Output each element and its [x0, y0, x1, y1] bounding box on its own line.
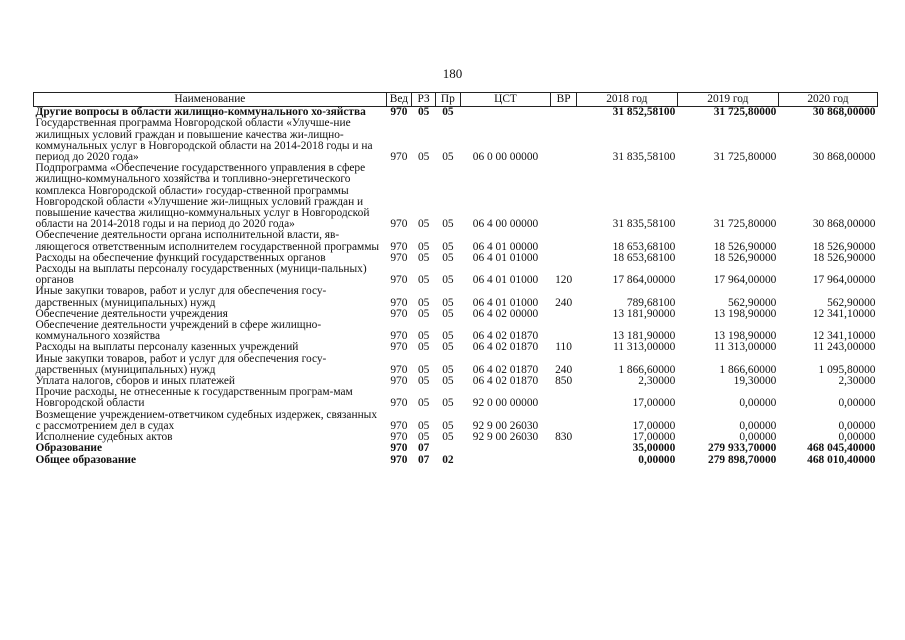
- cell-2020: 11 243,00000: [813, 341, 876, 354]
- cell-rz: 05: [417, 151, 430, 164]
- cell-2020: 1 095,80000: [818, 363, 876, 376]
- cell-vr: [551, 410, 576, 432]
- cell-ved: 970: [390, 218, 408, 231]
- cell-pr: 05: [442, 363, 454, 376]
- header-2019: 2019 год: [677, 93, 778, 107]
- cell-2020: 18 526,90000: [812, 240, 876, 253]
- cell-rz: 05: [417, 375, 430, 388]
- cell-name: Образование: [35, 442, 103, 455]
- cell-vr: 830: [555, 431, 573, 444]
- cell-name: Обеспечение деятельности учреждения: [35, 307, 228, 320]
- cell-ved: 970: [390, 296, 408, 309]
- cell-2018: 35,00000: [632, 442, 676, 455]
- cell-vr: [551, 387, 576, 409]
- cell-2019: 19,30000: [733, 375, 777, 388]
- cell-vr: 120: [555, 274, 573, 287]
- cell-2018: 0,00000: [638, 453, 676, 466]
- table-row: [34, 387, 878, 409]
- cell-rz: 05: [417, 106, 430, 119]
- cell-ved: 970: [390, 106, 408, 119]
- cell-name: Другие вопросы в области жилищно-коммунального хо-зяйства: [35, 106, 366, 119]
- cell-pr: 02: [442, 453, 454, 466]
- table-row: [34, 354, 878, 376]
- cell-name: Обеспечение деятельности учреждений в сфере жилищно-коммунального хозяйства: [35, 319, 322, 343]
- cell-2019: 0,00000: [739, 397, 777, 410]
- cell-2018: 11 313,00000: [613, 341, 676, 354]
- cell-rz: 05: [417, 218, 430, 231]
- cell-ved: 970: [390, 151, 408, 164]
- cell-rz: 05: [417, 397, 430, 410]
- cell-rz: 05: [417, 363, 430, 376]
- cell-2020: 30 868,00000: [812, 106, 876, 119]
- cell-2018: 31 835,58100: [612, 218, 676, 231]
- cell-2019: 11 313,00000: [714, 341, 777, 354]
- cell-2019: 31 725,80000: [713, 151, 777, 164]
- cell-2019: 279 898,70000: [708, 453, 777, 466]
- table-row: [34, 264, 878, 286]
- cell-ved: 970: [390, 442, 408, 455]
- cell-2019: 13 198,90000: [713, 330, 777, 343]
- cell-ved: 970: [390, 419, 408, 432]
- cell-cst: 06 4 02 01870: [472, 375, 539, 388]
- cell-rz: 05: [417, 330, 430, 343]
- cell-2018: 789,68100: [626, 296, 676, 309]
- cell-cst: 06 4 01 01000: [472, 296, 539, 309]
- cell-2018: 17,00000: [632, 419, 676, 432]
- header-name: Наименование: [34, 93, 387, 107]
- cell-name: Расходы на обеспечение функций государственных органов: [35, 251, 326, 264]
- cell-name: Обеспечение деятельности органа исполнительной власти, яв-ляющегося ответственным исполнителем государственной программы: [35, 229, 380, 253]
- cell-2020: 12 341,10000: [812, 330, 876, 343]
- cell-2019: 0,00000: [739, 431, 777, 444]
- cell-vr: 850: [555, 375, 573, 388]
- cell-cst: 06 4 01 01000: [472, 251, 539, 264]
- cell-rz: 05: [417, 274, 430, 287]
- cell-vr: [551, 107, 576, 119]
- cell-ved: 970: [390, 397, 408, 410]
- cell-2019: 562,90000: [727, 296, 777, 309]
- cell-vr: [551, 118, 576, 163]
- cell-name: Иные закупки товаров, работ и услуг для обеспечения госу-дарственных (муниципальных) нужд: [35, 352, 327, 376]
- cell-2020: 0,00000: [838, 419, 876, 432]
- cell-2018: 1 866,60000: [618, 363, 676, 376]
- cell-2020: 30 868,00000: [812, 218, 876, 231]
- cell-ved: 970: [390, 453, 408, 466]
- header-2018: 2018 год: [576, 93, 677, 107]
- cell-cst: 06 4 02 01870: [472, 330, 539, 343]
- budget-table: [33, 92, 878, 466]
- cell-pr: 05: [442, 419, 454, 432]
- cell-ved: 970: [390, 363, 408, 376]
- cell-2020: 17 964,00000: [812, 274, 876, 287]
- cell-pr: 05: [442, 218, 454, 231]
- cell-cst: 06 4 02 00000: [472, 307, 539, 320]
- cell-2020: 0,00000: [838, 431, 876, 444]
- cell-vr: [551, 443, 576, 454]
- cell-rz: 05: [417, 341, 430, 354]
- table-row: [34, 455, 878, 466]
- cell-2018: 18 653,68100: [612, 240, 676, 253]
- cell-2018: 31 852,58100: [612, 106, 676, 119]
- table-row: [34, 286, 878, 308]
- table-body: [34, 107, 878, 466]
- header-vr: ВР: [551, 93, 576, 107]
- cell-name: Расходы на выплаты персоналу государственных (муници-пальных) органов: [35, 263, 367, 287]
- cell-2018: 17,00000: [632, 431, 676, 444]
- cell-ved: 970: [390, 341, 408, 354]
- cell-pr: [436, 443, 460, 454]
- page-number: 180: [442, 66, 463, 81]
- cell-2019: 18 526,90000: [713, 251, 777, 264]
- table-row: [34, 443, 878, 454]
- cell-2019: 0,00000: [739, 419, 777, 432]
- cell-2019: 18 526,90000: [713, 240, 777, 253]
- cell-cst: 06 4 02 01870: [472, 341, 539, 354]
- cell-pr: 05: [442, 296, 454, 309]
- table-row: [34, 163, 878, 230]
- table-row: [34, 342, 878, 353]
- cell-cst: 92 9 00 26030: [472, 431, 539, 444]
- cell-vr: [551, 320, 576, 342]
- cell-name: Возмещение учреждением-ответчиком судебных издержек, связанных с рассмотрением дел в судах: [35, 408, 378, 432]
- cell-2019: 279 933,70000: [708, 442, 777, 455]
- cell-2020: 18 526,90000: [812, 251, 876, 264]
- cell-pr: 05: [442, 251, 454, 264]
- cell-cst: [460, 443, 551, 454]
- cell-vr: [551, 253, 576, 264]
- cell-2019: 1 866,60000: [719, 363, 777, 376]
- cell-vr: 240: [555, 296, 573, 309]
- cell-cst: 92 0 00 00000: [472, 397, 539, 410]
- cell-rz: 05: [417, 240, 430, 253]
- cell-ved: 970: [390, 274, 408, 287]
- cell-cst: [460, 455, 551, 466]
- cell-pr: 05: [442, 397, 454, 410]
- cell-name: Подпрограмма «Обеспечение государственного управления в сфере жилищно-коммунального хозяйства и топливно-энергетического комплекса Новгородской области» государ-ственной программы Новгородской области «Улучшение жи-лищных условий граждан и повышение качества жилищно-коммунальных услуг в Новгородской области на 2014-2018 годы и на период до 2020 года»: [35, 162, 370, 231]
- table-header-row: [34, 93, 878, 107]
- header-pr: Пр: [436, 93, 460, 107]
- cell-2018: 13 181,90000: [612, 330, 676, 343]
- cell-pr: 05: [442, 431, 454, 444]
- cell-pr: 05: [442, 151, 454, 164]
- cell-pr: 05: [442, 341, 454, 354]
- cell-vr: [551, 230, 576, 252]
- cell-ved: 970: [390, 240, 408, 253]
- cell-ved: 970: [390, 251, 408, 264]
- cell-vr: [551, 163, 576, 230]
- cell-rz: 05: [417, 307, 430, 320]
- cell-rz: 05: [417, 419, 430, 432]
- cell-pr: 05: [442, 240, 454, 253]
- cell-2020: 468 045,40000: [807, 442, 876, 455]
- table-row: [34, 118, 878, 163]
- cell-vr: 110: [555, 341, 572, 354]
- cell-name: Уплата налогов, сборов и иных платежей: [35, 375, 235, 388]
- cell-cst: 06 4 00 00000: [472, 218, 539, 231]
- cell-pr: 05: [442, 330, 454, 343]
- cell-2019: 17 964,00000: [713, 274, 777, 287]
- cell-cst: 06 4 02 01870: [472, 363, 539, 376]
- cell-name: Государственная программа Новгородской области «Улучше-ние жилищных условий граждан и повышение качества жи-лищно-коммунальных услуг в Новгородской области на 2014-2018 годы и на период до 2020 года»: [35, 117, 373, 164]
- header-2020: 2020 год: [778, 93, 877, 107]
- cell-2020: 12 341,10000: [812, 307, 876, 320]
- cell-cst: 06 4 01 00000: [472, 240, 539, 253]
- cell-2018: 13 181,90000: [612, 307, 676, 320]
- cell-vr: 240: [555, 363, 573, 376]
- cell-name: Иные закупки товаров, работ и услуг для обеспечения госу-дарственных (муниципальных) нужд: [35, 285, 327, 309]
- cell-2018: 31 835,58100: [612, 151, 676, 164]
- cell-pr: 05: [442, 307, 454, 320]
- cell-2020: 562,90000: [827, 296, 876, 309]
- cell-2018: 17,00000: [632, 397, 676, 410]
- cell-2018: 18 653,68100: [612, 251, 676, 264]
- cell-cst: 92 9 00 26030: [472, 419, 539, 432]
- cell-name: Исполнение судебных актов: [35, 431, 173, 444]
- cell-cst: 06 4 01 01000: [472, 274, 539, 287]
- cell-pr: 05: [442, 106, 454, 119]
- cell-2019: 31 725,80000: [713, 106, 777, 119]
- cell-2020: 0,00000: [838, 397, 876, 410]
- cell-2020: 468 010,40000: [807, 453, 876, 466]
- cell-2018: 2,30000: [638, 375, 676, 388]
- cell-2020: 30 868,00000: [812, 151, 876, 164]
- cell-pr: 05: [442, 274, 454, 287]
- cell-pr: 05: [442, 375, 454, 388]
- cell-name: Расходы на выплаты персоналу казенных учреждений: [35, 341, 299, 354]
- header-cst: ЦСТ: [460, 93, 551, 107]
- header-rz: РЗ: [412, 93, 436, 107]
- cell-name: Прочие расходы, не отнесенные к государственным програм-мам Новгородской области: [35, 386, 353, 410]
- cell-rz: 05: [417, 296, 430, 309]
- cell-name: Общее образование: [35, 453, 137, 466]
- table-row: [34, 230, 878, 252]
- cell-2019: 13 198,90000: [713, 307, 777, 320]
- cell-cst: [460, 107, 551, 119]
- cell-rz: 07: [417, 442, 430, 455]
- cell-rz: 05: [417, 251, 430, 264]
- header-ved: Вед: [386, 93, 411, 107]
- cell-cst: 06 0 00 00000: [472, 151, 539, 164]
- cell-2020: 2,30000: [838, 375, 876, 388]
- cell-rz: 07: [417, 453, 430, 466]
- table-row: [34, 410, 878, 432]
- cell-ved: 970: [390, 330, 408, 343]
- cell-2019: 31 725,80000: [713, 218, 777, 231]
- cell-ved: 970: [390, 307, 408, 320]
- cell-2018: 17 864,00000: [612, 274, 676, 287]
- cell-ved: 970: [390, 431, 408, 444]
- cell-vr: [551, 455, 576, 466]
- cell-rz: 05: [417, 431, 430, 444]
- cell-vr: [551, 309, 576, 320]
- cell-ved: 970: [390, 375, 408, 388]
- table-row: [34, 320, 878, 342]
